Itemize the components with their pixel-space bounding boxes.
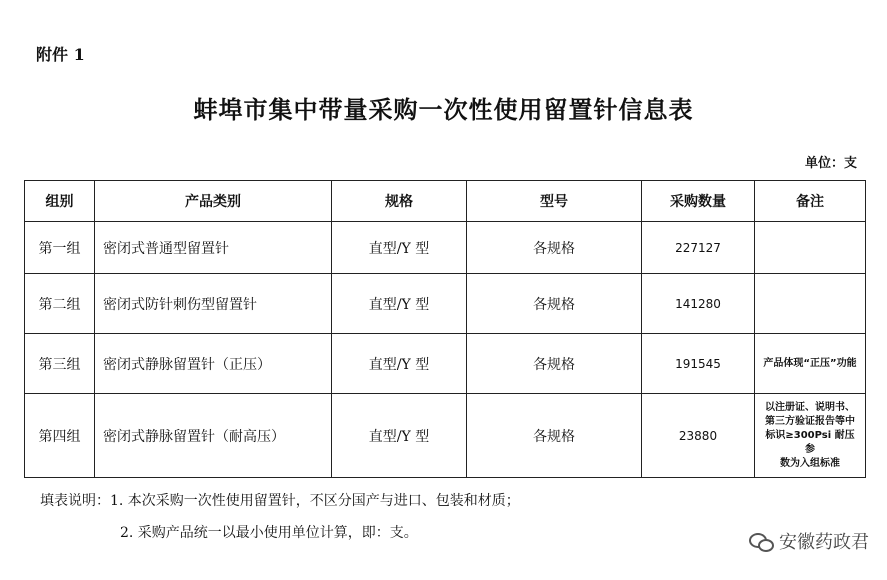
cell-model: 各规格 xyxy=(467,394,642,478)
table-row xyxy=(25,334,866,394)
cell-spec: 直型/Y 型 xyxy=(332,394,467,478)
cell-model: 各规格 xyxy=(467,222,642,274)
cell-group: 第四组 xyxy=(25,394,95,478)
cell-note xyxy=(755,394,866,478)
cell-quantity: 141280 xyxy=(642,274,755,334)
cell-note xyxy=(755,274,866,334)
header-category: 产品类别 xyxy=(95,181,332,222)
header-spec: 规格 xyxy=(332,181,467,222)
info-table xyxy=(24,180,866,478)
unit-label: 单位：支 xyxy=(804,156,857,171)
wechat-icon xyxy=(749,531,773,551)
cell-category: 密闭式普通型留置针 xyxy=(95,222,332,274)
table-header-row xyxy=(25,181,866,222)
cell-note xyxy=(755,334,866,394)
note-line: 数为入组标准 xyxy=(780,457,840,469)
table-row xyxy=(25,274,866,334)
cell-quantity: 227127 xyxy=(642,222,755,274)
header-group: 组别 xyxy=(25,181,95,222)
watermark xyxy=(749,528,869,554)
attachment-label: 附件 1 xyxy=(36,45,85,64)
cell-spec: 直型/Y 型 xyxy=(332,334,467,394)
cell-category: 密闭式防针刺伤型留置针 xyxy=(95,274,332,334)
footnote-line-2: 2. 采购产品统一以最小使用单位计算，即：支。 xyxy=(120,525,418,541)
table-row xyxy=(25,222,866,274)
note-line: 以注册证、说明书、 xyxy=(765,401,855,413)
header-quantity: 采购数量 xyxy=(642,181,755,222)
header-note: 备注 xyxy=(755,181,866,222)
note-line: 标识≥300Psi 耐压参 xyxy=(765,429,855,455)
cell-note xyxy=(755,222,866,274)
footnote-line-1: 填表说明：1. 本次采购一次性使用留置针，不区分国产与进口、包装和材质； xyxy=(40,493,520,509)
cell-model: 各规格 xyxy=(467,274,642,334)
page-title: 蚌埠市集中带量采购一次性使用留置针信息表 xyxy=(193,95,694,124)
watermark-text: 安徽药政君 xyxy=(779,532,869,553)
cell-group: 第二组 xyxy=(25,274,95,334)
header-model: 型号 xyxy=(467,181,642,222)
cell-quantity: 23880 xyxy=(642,394,755,478)
cell-model: 各规格 xyxy=(467,334,642,394)
note-line: 第三方验证报告等中 xyxy=(765,415,855,427)
cell-category: 密闭式静脉留置针（耐高压） xyxy=(95,394,332,478)
cell-spec: 直型/Y 型 xyxy=(332,222,467,274)
cell-group: 第一组 xyxy=(25,222,95,274)
note-line: 产品体现“正压”功能 xyxy=(763,357,857,369)
cell-spec: 直型/Y 型 xyxy=(332,274,467,334)
table-row xyxy=(25,394,866,478)
cell-group: 第三组 xyxy=(25,334,95,394)
cell-quantity: 191545 xyxy=(642,334,755,394)
cell-category: 密闭式静脉留置针（正压） xyxy=(95,334,332,394)
